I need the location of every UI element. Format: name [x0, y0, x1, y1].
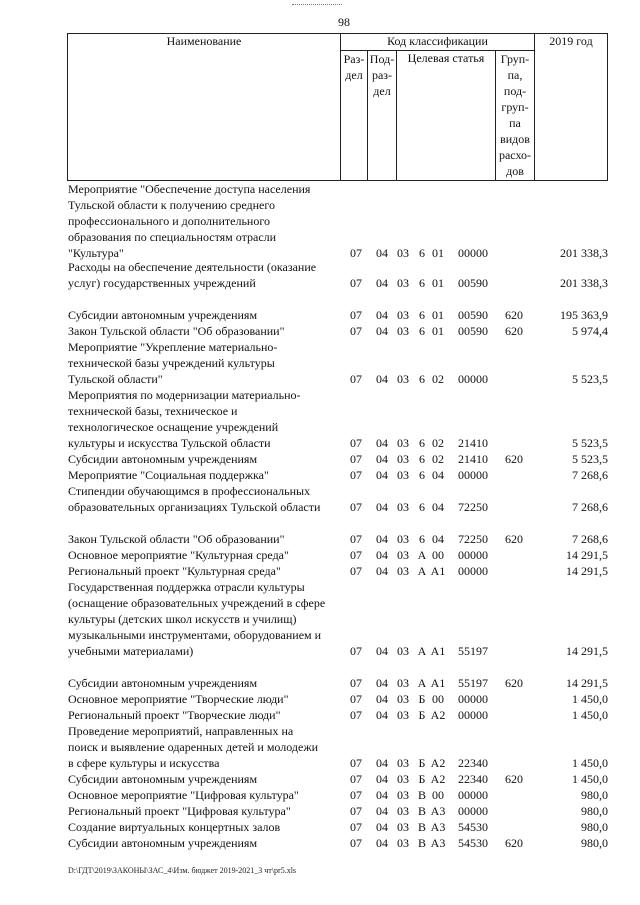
row-name	[68, 547, 340, 563]
subprogram-code: 6	[419, 468, 425, 482]
table-row	[0, 803, 640, 819]
amount-2019: 14 291,5	[566, 676, 608, 690]
program-code: 03	[397, 468, 409, 482]
program-code: 03	[397, 756, 409, 770]
section-code: 07	[350, 708, 362, 722]
table-row	[0, 787, 640, 803]
expense-type-code: 620	[505, 308, 523, 322]
program-code: 03	[397, 820, 409, 834]
row-name	[68, 307, 340, 323]
direction-code: 00000	[458, 564, 488, 578]
header-target: Целевая статья	[397, 51, 496, 181]
subsection-code: 04	[376, 372, 388, 386]
table-row	[0, 483, 640, 515]
header-group-line: па	[509, 116, 521, 130]
subsection-code: 04	[376, 276, 388, 290]
amount-2019: 201 338,3	[560, 246, 608, 260]
row-name-line: в сфере культуры и искусства	[68, 756, 220, 770]
row-name	[68, 339, 340, 387]
subprogram-code: 6	[419, 308, 425, 322]
row-name-line: Расходы на обеспечение деятельности (оказание	[68, 260, 317, 274]
amount-2019: 7 268,6	[572, 500, 608, 514]
table-row	[0, 547, 640, 563]
subprogram-code: Б	[418, 756, 426, 770]
direction-code: 00000	[458, 788, 488, 802]
subsection-code: 04	[376, 820, 388, 834]
row-name-line: Тульской области"	[68, 372, 163, 386]
subsection-code: 04	[376, 324, 388, 338]
amount-2019: 14 291,5	[566, 564, 608, 578]
section-code: 07	[350, 468, 362, 482]
row-name-line: Мероприятие "Укрепление материально-	[68, 340, 278, 354]
row-name-line: Стипендии обучающимся в профессиональных	[68, 484, 311, 498]
subsection-code: 04	[376, 772, 388, 786]
row-name-line: Тульской области к получению среднего	[68, 198, 275, 212]
event-code: 00	[432, 692, 444, 706]
header-name: Наименование	[68, 34, 341, 181]
subsection-code: 04	[376, 468, 388, 482]
table-row	[0, 771, 640, 787]
event-code: 02	[432, 372, 444, 386]
row-name-line: учебными материалами)	[68, 644, 194, 658]
table-row	[0, 181, 640, 261]
row-name-line: Закон Тульской области "Об образовании"	[68, 532, 285, 546]
direction-code: 72250	[458, 532, 488, 546]
subprogram-code: А	[417, 548, 427, 562]
program-code: 03	[397, 644, 409, 658]
row-name-line: музыкальными инструментами, оборудованием и	[68, 628, 322, 642]
table-row	[0, 563, 640, 579]
amount-2019: 980,0	[581, 804, 608, 818]
header-section-line: Раз-	[343, 52, 365, 66]
row-name	[68, 819, 340, 835]
program-code: 03	[397, 708, 409, 722]
row-name-line: технологическое оснащение учреждений	[68, 420, 279, 434]
amount-2019: 5 523,5	[572, 436, 608, 450]
row-name	[68, 675, 340, 691]
row-name-line: Проведение мероприятий, направленных на	[68, 724, 294, 738]
program-code: 03	[397, 836, 409, 850]
row-name	[68, 691, 340, 707]
section-code: 07	[350, 372, 362, 386]
program-code: 03	[397, 308, 409, 322]
table-row	[0, 451, 640, 467]
section-code: 07	[350, 756, 362, 770]
subprogram-code: 6	[419, 532, 425, 546]
row-name-line: образования по специальностям отрасли	[68, 230, 277, 244]
direction-code: 00000	[458, 692, 488, 706]
subsection-code: 04	[376, 756, 388, 770]
row-name	[68, 835, 340, 851]
header-group-line: па,	[507, 68, 523, 82]
subprogram-code: 6	[419, 276, 425, 290]
row-name	[68, 323, 340, 339]
program-code: 03	[397, 548, 409, 562]
section-code: 07	[350, 548, 362, 562]
direction-code: 55197	[458, 644, 488, 658]
program-code: 03	[397, 452, 409, 466]
row-name	[68, 467, 340, 483]
program-code: 03	[397, 276, 409, 290]
header-year: 2019 год	[535, 34, 608, 181]
section-code: 07	[350, 820, 362, 834]
row-name-line: Основное мероприятие "Цифровая культура"	[68, 788, 299, 802]
subsection-code: 04	[376, 532, 388, 546]
event-code: 00	[432, 548, 444, 562]
subprogram-code: В	[417, 788, 426, 802]
amount-2019: 980,0	[581, 788, 608, 802]
subprogram-code: 6	[419, 452, 425, 466]
section-code: 07	[350, 772, 362, 786]
event-code: А3	[430, 836, 446, 850]
table-row	[0, 467, 640, 483]
row-name	[68, 531, 340, 547]
direction-code: 21410	[458, 452, 488, 466]
event-code: А1	[430, 676, 446, 690]
direction-code: 22340	[458, 772, 488, 786]
subprogram-code: 6	[419, 324, 425, 338]
row-name-line: Субсидии автономным учреждениям	[68, 836, 258, 850]
program-code: 03	[397, 564, 409, 578]
subprogram-code: А	[417, 564, 427, 578]
expense-type-code: 620	[505, 324, 523, 338]
event-code: А2	[430, 708, 446, 722]
header-group-line: Груп-	[500, 52, 530, 66]
section-code: 07	[350, 644, 362, 658]
row-name-line: услуг) государственных учреждений	[68, 276, 256, 290]
direction-code: 22340	[458, 756, 488, 770]
subprogram-code: 6	[419, 246, 425, 260]
row-name-line: поиск и выявление одаренных детей и молодежи	[68, 740, 319, 754]
expense-type-code: 620	[505, 532, 523, 546]
file-path-footer: D:\ГДТ\2019\ЗАКОНЫ\ЗАС_4\Изм. бюджет 2019-2021_3 чт\pr5.xls	[68, 866, 297, 875]
subsection-code: 04	[376, 452, 388, 466]
direction-code: 00000	[458, 804, 488, 818]
row-name-line: Государственная поддержка отрасли культуры	[68, 580, 305, 594]
direction-code: 00000	[458, 468, 488, 482]
amount-2019: 980,0	[581, 836, 608, 850]
expense-type-code: 620	[505, 676, 523, 690]
row-name-line: Региональный проект "Культурная среда"	[68, 564, 281, 578]
section-code: 07	[350, 324, 362, 338]
program-code: 03	[397, 788, 409, 802]
header-group-line: расхо-	[498, 148, 532, 162]
row-name-line: Закон Тульской области "Об образовании"	[68, 324, 285, 338]
amount-2019: 195 363,9	[560, 308, 608, 322]
header-subsection-line: дел	[373, 84, 391, 98]
row-name	[68, 483, 340, 515]
event-code: 00	[432, 788, 444, 802]
table-row	[0, 707, 640, 723]
row-name-line: Региональный проект "Творческие люди"	[68, 708, 281, 722]
section-code: 07	[350, 452, 362, 466]
subprogram-code: В	[417, 836, 426, 850]
table-row	[0, 339, 640, 387]
event-code: А1	[430, 564, 446, 578]
section-code: 07	[350, 788, 362, 802]
amount-2019: 5 974,4	[572, 324, 608, 338]
row-name-line: Мероприятие "Социальная поддержка"	[68, 468, 269, 482]
amount-2019: 5 523,5	[572, 452, 608, 466]
amount-2019: 14 291,5	[566, 644, 608, 658]
subsection-code: 04	[376, 804, 388, 818]
subprogram-code: Б	[418, 692, 426, 706]
row-name-line: культуры и искусства Тульской области	[68, 436, 271, 450]
subsection-code: 04	[376, 308, 388, 322]
direction-code: 21410	[458, 436, 488, 450]
subprogram-code: А	[417, 676, 427, 690]
row-name-line: Мероприятие "Обеспечение доступа населения	[68, 182, 311, 196]
direction-code: 55197	[458, 676, 488, 690]
event-code: А3	[430, 804, 446, 818]
event-code: 01	[432, 324, 444, 338]
expense-type-code: 620	[505, 772, 523, 786]
subprogram-code: 6	[419, 436, 425, 450]
header-group-line: под-	[503, 84, 527, 98]
program-code: 03	[397, 692, 409, 706]
amount-2019: 1 450,0	[572, 772, 608, 786]
amount-2019: 7 268,6	[572, 532, 608, 546]
subsection-code: 04	[376, 548, 388, 562]
header-subsection-line: раз-	[371, 68, 393, 82]
subsection-code: 04	[376, 836, 388, 850]
event-code: А1	[430, 644, 446, 658]
direction-code: 00000	[458, 548, 488, 562]
event-code: А3	[430, 820, 446, 834]
header-group-line: дов	[506, 164, 524, 178]
subprogram-code: В	[417, 820, 426, 834]
program-code: 03	[397, 500, 409, 514]
row-name	[68, 803, 340, 819]
expense-type-code: 620	[505, 452, 523, 466]
expense-type-code: 620	[505, 836, 523, 850]
header-code: Код классификации	[341, 34, 535, 51]
row-name-line: Субсидии автономным учреждениям	[68, 452, 258, 466]
header-group-line: груп-	[501, 100, 529, 114]
event-code: 02	[432, 452, 444, 466]
row-name-line: "Культура"	[68, 246, 124, 260]
program-code: 03	[397, 532, 409, 546]
amount-2019: 5 523,5	[572, 372, 608, 386]
event-code: 04	[432, 500, 444, 514]
table-row	[0, 387, 640, 451]
subsection-code: 04	[376, 708, 388, 722]
subsection-code: 04	[376, 692, 388, 706]
section-code: 07	[350, 532, 362, 546]
row-name	[68, 771, 340, 787]
subsection-code: 04	[376, 676, 388, 690]
page-number: 98	[338, 15, 350, 29]
row-name	[68, 579, 340, 659]
section-code: 07	[350, 676, 362, 690]
row-name	[68, 787, 340, 803]
direction-code: 00000	[458, 708, 488, 722]
row-name	[68, 451, 340, 467]
direction-code: 00000	[458, 372, 488, 386]
row-name-line: Субсидии автономным учреждениям	[68, 308, 258, 322]
event-code: 04	[432, 532, 444, 546]
row-name-line: технической базы, техническое и	[68, 404, 238, 418]
table-row	[0, 323, 640, 339]
program-code: 03	[397, 324, 409, 338]
row-name	[68, 563, 340, 579]
row-name-line: Региональный проект "Цифровая культура"	[68, 804, 291, 818]
table-row	[0, 531, 640, 547]
direction-code: 00590	[458, 276, 488, 290]
table-row	[0, 307, 640, 323]
direction-code: 00000	[458, 246, 488, 260]
row-name-line: технической базы учреждений культуры	[68, 356, 275, 370]
table-row	[0, 835, 640, 851]
event-code: 01	[432, 276, 444, 290]
event-code: А2	[430, 772, 446, 786]
amount-2019: 1 450,0	[572, 708, 608, 722]
row-name-line: Создание виртуальных концертных залов	[68, 820, 281, 834]
row-name-line: Основное мероприятие "Творческие люди"	[68, 692, 289, 706]
amount-2019: 980,0	[581, 820, 608, 834]
event-code: 02	[432, 436, 444, 450]
table-row	[0, 819, 640, 835]
program-code: 03	[397, 676, 409, 690]
row-name-line: Субсидии автономным учреждениям	[68, 676, 258, 690]
subsection-code: 04	[376, 644, 388, 658]
row-name-line: профессионального и дополнительного	[68, 214, 270, 228]
section-code: 07	[350, 564, 362, 578]
section-code: 07	[350, 500, 362, 514]
program-code: 03	[397, 372, 409, 386]
section-code: 07	[350, 246, 362, 260]
section-code: 07	[350, 436, 362, 450]
subprogram-code: В	[417, 804, 426, 818]
subprogram-code: 6	[419, 500, 425, 514]
row-name	[68, 707, 340, 723]
program-code: 03	[397, 246, 409, 260]
subsection-code: 04	[376, 436, 388, 450]
row-name-line: культуры (детских школ искусств и училищ)	[68, 612, 297, 626]
table-row	[0, 675, 640, 691]
direction-code: 72250	[458, 500, 488, 514]
header-subsection-line: Под-	[369, 52, 395, 66]
row-name-line: Субсидии автономным учреждениям	[68, 772, 258, 786]
row-name-line: образовательных организациях Тульской области	[68, 500, 321, 514]
header-group-line: видов	[500, 132, 530, 146]
subprogram-code: Б	[418, 772, 426, 786]
amount-2019: 1 450,0	[572, 692, 608, 706]
section-code: 07	[350, 804, 362, 818]
direction-code: 54530	[458, 820, 488, 834]
row-name	[68, 387, 340, 451]
event-code: 01	[432, 308, 444, 322]
subsection-code: 04	[376, 564, 388, 578]
table-row	[0, 723, 640, 771]
table-row	[0, 691, 640, 707]
amount-2019: 7 268,6	[572, 468, 608, 482]
subprogram-code: Б	[418, 708, 426, 722]
header-section-line: дел	[345, 68, 363, 82]
section-code: 07	[350, 276, 362, 290]
direction-code: 00590	[458, 324, 488, 338]
subprogram-code: 6	[419, 372, 425, 386]
event-code: А2	[430, 756, 446, 770]
amount-2019: 1 450,0	[572, 756, 608, 770]
row-name-line: (оснащение образовательных учреждений в сфере	[68, 596, 326, 610]
direction-code: 00590	[458, 308, 488, 322]
program-code: 03	[397, 436, 409, 450]
table-row	[0, 579, 640, 659]
row-name-line: Мероприятия по модернизации материально-	[68, 388, 301, 402]
event-code: 01	[432, 246, 444, 260]
row-name-line: Основное мероприятие "Культурная среда"	[68, 548, 289, 562]
table-row	[0, 259, 640, 291]
row-name	[68, 181, 340, 261]
event-code: 04	[432, 468, 444, 482]
subsection-code: 04	[376, 500, 388, 514]
direction-code: 54530	[458, 836, 488, 850]
subsection-code: 04	[376, 788, 388, 802]
subsection-code: 04	[376, 246, 388, 260]
program-code: 03	[397, 804, 409, 818]
amount-2019: 201 338,3	[560, 276, 608, 290]
section-code: 07	[350, 836, 362, 850]
program-code: 03	[397, 772, 409, 786]
row-name	[68, 723, 340, 771]
amount-2019: 14 291,5	[566, 548, 608, 562]
section-code: 07	[350, 692, 362, 706]
row-name	[68, 259, 340, 291]
subprogram-code: А	[417, 644, 427, 658]
section-code: 07	[350, 308, 362, 322]
